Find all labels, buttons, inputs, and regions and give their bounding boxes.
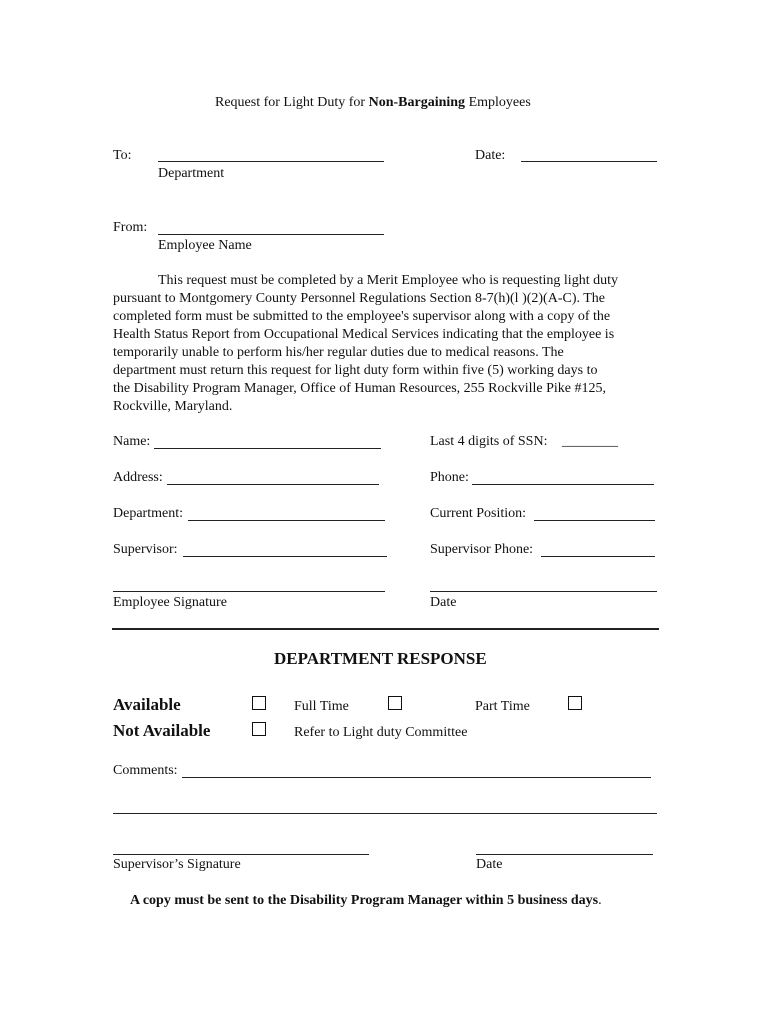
address-label: Address: <box>113 470 163 485</box>
part-time-label: Part Time <box>475 699 530 714</box>
employee-date-label: Date <box>430 595 457 610</box>
department-field[interactable] <box>188 520 385 521</box>
employee-name-from-line[interactable] <box>158 234 384 235</box>
supervisor-signature-label: Supervisor’s Signature <box>113 857 241 872</box>
supervisor-field[interactable] <box>183 556 387 557</box>
date-label: Date: <box>475 148 506 163</box>
footer-note-text: A copy must be sent to the Disability Program Manager within 5 business days <box>130 893 599 908</box>
name-label: Name: <box>113 434 151 449</box>
from-label: From: <box>113 220 148 235</box>
comments-field[interactable] <box>182 777 651 778</box>
employee-date-line[interactable] <box>430 591 657 592</box>
supervisor-phone-field[interactable] <box>541 556 655 557</box>
supervisor-signature-line[interactable] <box>113 854 369 855</box>
header-date-line[interactable] <box>521 161 657 162</box>
comments-field-line-2[interactable] <box>113 813 657 814</box>
instructions-paragraph <box>113 272 659 416</box>
supervisor-date-line[interactable] <box>476 854 653 855</box>
department-response-heading: DEPARTMENT RESPONSE <box>274 649 487 668</box>
employee-signature-line[interactable] <box>113 591 385 592</box>
instructions-line: This request must be completed by a Merit Employee who is requesting light duty <box>158 273 618 288</box>
current-position-field[interactable] <box>534 520 655 521</box>
current-position-label: Current Position: <box>430 506 527 521</box>
not-available-checkbox[interactable] <box>252 722 266 736</box>
supervisor-date-label: Date <box>476 857 503 872</box>
employee-signature-label: Employee Signature <box>113 595 227 610</box>
available-label: Available <box>113 695 181 714</box>
instructions-line: Health Status Report from Occupational Medical Services indicating that the employee is <box>113 327 615 342</box>
instructions-line: Rockville, Maryland. <box>113 399 233 414</box>
instructions-line: pursuant to Montgomery County Personnel Regulations Section 8-7(h)(l )(2)(A-C). The <box>113 291 605 306</box>
department-label: Department: <box>113 506 183 521</box>
form-title-bold: Non-Bargaining <box>368 95 466 110</box>
ssn-field[interactable]: ________ <box>562 434 618 449</box>
available-checkbox[interactable] <box>252 696 266 710</box>
form-title-suffix: Employees <box>465 95 531 110</box>
to-label: To: <box>113 148 132 163</box>
form-title-prefix: Request for Light Duty for <box>215 95 369 110</box>
ssn-label: Last 4 digits of SSN: <box>430 434 548 449</box>
refer-committee-label: Refer to Light duty Committee <box>294 725 468 740</box>
section-divider <box>112 628 659 630</box>
footer-note <box>130 893 602 909</box>
not-available-label: Not Available <box>113 721 211 740</box>
supervisor-phone-label: Supervisor Phone: <box>430 542 534 557</box>
full-time-label: Full Time <box>294 699 349 714</box>
department-sublabel: Department <box>158 166 225 181</box>
name-field[interactable] <box>154 448 381 449</box>
footer-note-period: . <box>598 893 602 908</box>
instructions-line: temporarily unable to perform his/her regular duties due to medical reasons. The <box>113 345 564 360</box>
instructions-line: department must return this request for light duty form within five (5) working days to <box>113 363 598 378</box>
full-time-checkbox[interactable] <box>388 696 402 710</box>
form-title <box>215 95 531 111</box>
phone-field[interactable] <box>472 484 654 485</box>
supervisor-label: Supervisor: <box>113 542 178 557</box>
instructions-line: completed form must be submitted to the employee's supervisor along with a copy of the <box>113 309 611 324</box>
employee-name-sublabel: Employee Name <box>158 238 252 253</box>
address-field[interactable] <box>167 484 379 485</box>
comments-label: Comments: <box>113 763 178 778</box>
department-to-line[interactable] <box>158 161 384 162</box>
instructions-line: the Disability Program Manager, Office of Human Resources, 255 Rockville Pike #125, <box>113 381 606 396</box>
part-time-checkbox[interactable] <box>568 696 582 710</box>
phone-label: Phone: <box>430 470 469 485</box>
